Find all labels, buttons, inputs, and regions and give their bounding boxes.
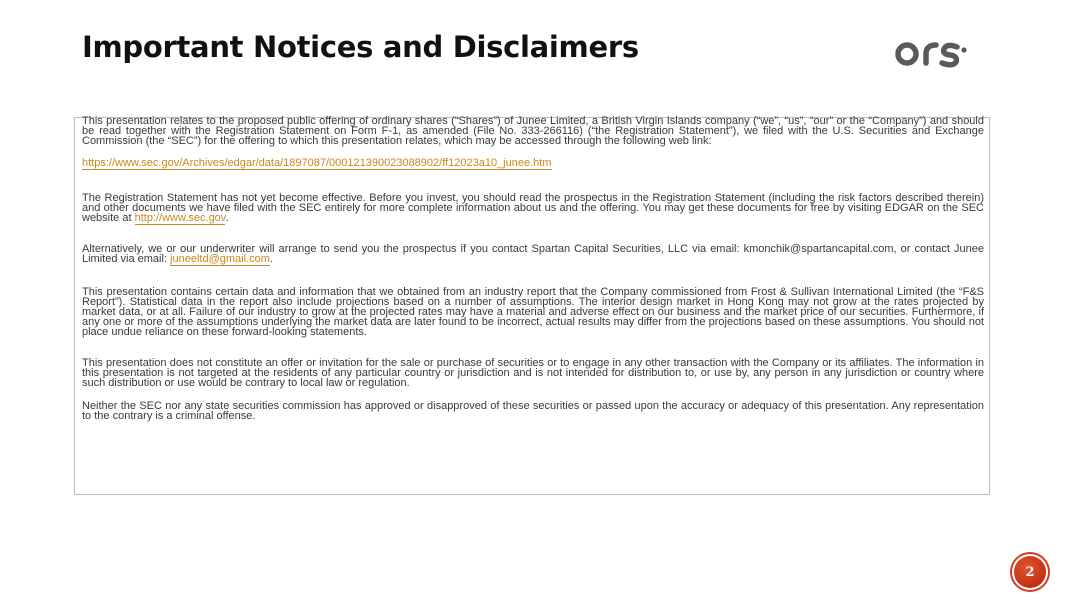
disclaimer-text: [82, 116, 984, 421]
page-number-badge: [1010, 552, 1050, 592]
notice-paragraph-sec-approval: Neither the SEC nor any state securities commission has approved or disapproved of these securities or passed upon the accuracy or adequacy of this presentation. Any representation to the contrary is a criminal offense.: [82, 400, 984, 422]
page-number: 2: [1014, 556, 1046, 588]
notice-paragraph-registration: The Registration Statement has not yet become effective. Before you invest, you should read the prospectus in the Registration Statement (including the risk factors described therein) and other documents we have filed with the SEC entirely for more complete information about us and the offering. You may get these documents for free by visiting EDGAR on the SEC website at http://www.sec.gov.: [82, 192, 984, 224]
junee-email-link[interactable]: juneeltd@gmail.com: [170, 253, 270, 265]
sec-website-link[interactable]: http://www.sec.gov: [134, 212, 226, 224]
registration-statement-link[interactable]: https://www.sec.gov/Archives/edgar/data/1897087/000121390023088902/ff12023a10_junee.htm: [82, 157, 552, 169]
logo-text: ors: [931, 68, 933, 69]
notice-paragraph-industry-report: This presentation contains certain data and information that we obtained from an industry report that the Company commissioned from Frost & Sullivan International Limited (the “F&S Report”). Statistical data in the report also include projections based on a number of assumptions. The interior design market in Hong Kong may not grow at the rates projected by market data, or at all. Failure of our industry to grow at the projected rates may have a material and adverse effect on our business and the market price of our securities. Furthermore, if any one or more of the assumptions underlying the market data are later found to be incorrect, actual results may differ from the projections based on these assumptions. You should not place undue reliance on these forward-looking statements.: [82, 286, 984, 338]
notice-paragraph-prospectus: Alternatively, we or our underwriter will arrange to send you the prospectus if you contact Spartan Capital Securities, LLC via email: kmonchik@spartancapital.com, or contact Junee Limited via email: juneeltd@gmail.com.: [82, 243, 984, 265]
page-title: Important Notices and Disclaimers: [82, 30, 639, 64]
notice-paragraph-offering: This presentation relates to the proposed public offering of ordinary shares (“Shares”) of Junee Limited, a British Virgin Islands company (“we”, “us”, “our” or the “Company”) and should be read together with the Registration Statement on Form F-1, as amended (File No. 333-266116) (“the Registration Statement”), we filed with the U.S. Securities and Exchange Commission (the “SEC”) for the offering to which this presentation relates, which may be accessed through the following web link:: [82, 115, 984, 147]
notice-paragraph-no-offer: This presentation does not constitute an offer or invitation for the sale or purchase of securities or to engage in any other transaction with the Company or its affiliates. The information in this presentation is not targeted at the residents of any particular country or jurisdiction and is not intended for distribution to, or use by, any person in any jurisdiction or country where such distribution or use would be contrary to local law or regulation.: [82, 357, 984, 389]
company-logo: [893, 34, 969, 70]
